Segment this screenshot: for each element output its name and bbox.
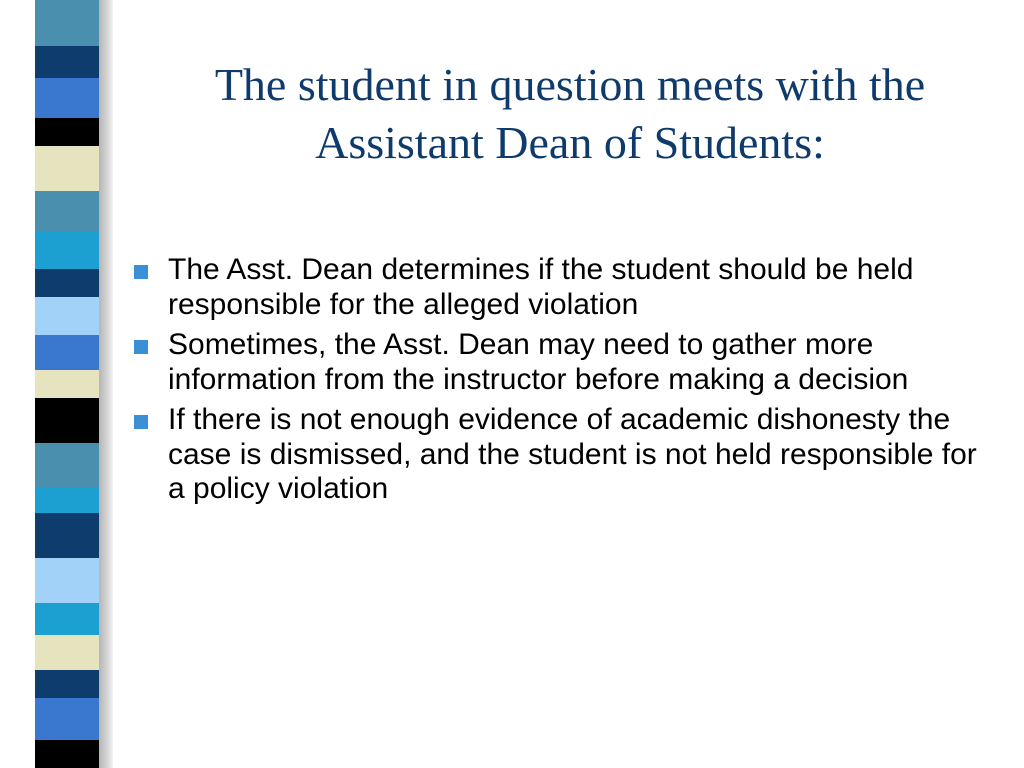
decorative-stripe	[35, 370, 99, 398]
decorative-stripe	[35, 698, 99, 740]
bullet-text: The Asst. Dean determines if the student should be held responsible for the alleged violation	[168, 253, 914, 321]
decorative-stripe	[35, 191, 99, 231]
bullet-list	[130, 253, 990, 513]
bullet-item	[130, 253, 990, 322]
decorative-stripe	[35, 740, 99, 768]
square-bullet-icon	[134, 340, 148, 354]
square-bullet-icon	[134, 415, 148, 429]
decorative-stripe	[35, 231, 99, 269]
decorative-stripe	[35, 443, 99, 488]
square-bullet-icon	[134, 265, 148, 279]
decorative-stripe	[35, 297, 99, 335]
bullet-item	[130, 328, 990, 397]
decorative-stripe-bar	[35, 0, 99, 768]
decorative-stripe	[35, 488, 99, 513]
slide-title: The student in question meets with the Assistant Dean of Students:	[214, 59, 926, 168]
decorative-stripe	[35, 0, 99, 18]
decorative-stripe	[35, 78, 99, 118]
decorative-stripe	[35, 18, 99, 46]
decorative-stripe	[35, 398, 99, 443]
decorative-stripe	[35, 513, 99, 558]
decorative-stripe	[35, 269, 99, 297]
bullet-item	[130, 403, 990, 507]
decorative-stripe	[35, 558, 99, 603]
decorative-stripe	[35, 146, 99, 191]
bullet-text: Sometimes, the Asst. Dean may need to gather more information from the instructor before making a decision	[168, 328, 909, 396]
decorative-stripe	[35, 335, 99, 370]
decorative-stripe	[35, 635, 99, 670]
decorative-stripe	[35, 603, 99, 635]
stripe-bar-shadow	[99, 0, 113, 768]
decorative-stripe	[35, 46, 99, 78]
bullet-text: If there is not enough evidence of academic dishonesty the case is dismissed, and the student is not held responsible for a policy violation	[168, 403, 977, 505]
decorative-stripe	[35, 670, 99, 698]
decorative-stripe	[35, 118, 99, 146]
